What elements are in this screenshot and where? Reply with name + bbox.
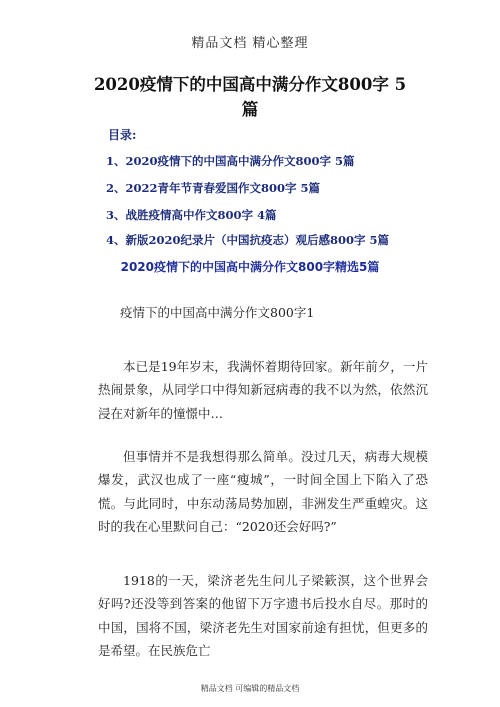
document-title-line-2: 篇 [241,100,259,119]
essay-paragraph: 但事情并不是我想得那么简单。没过几天，病毒大规模爆发，武汉也成了一座“瘦城”，一时间全国上下陷入了恐慌。与此同时，中东动荡局势加剧，非洲发生严重蝗灾。这时的我在心里默问自己：“2020还会好吗?” [98,448,428,534]
essay-paragraph: 本已是19年岁末，我满怀着期待回家。新年前夕，一片热闹景象，从同学口中得知新冠病毒的我不以为然，依然沉浸在对新年的憧憬中… [98,358,428,421]
section-title: 2020疫情下的中国高中满分作文800字精选5篇 [120,260,380,274]
document-title-line-1: 2020疫情下的中国高中满分作文800字 5 [93,75,407,94]
page-header: 精品文档 精心整理 [191,36,309,51]
toc-item[interactable]: 3、战胜疫情高中作文800字 4篇 [106,208,277,222]
page-footer: 精品文档 可编辑的精品文档 [200,684,300,693]
toc-item[interactable]: 2、2022青年节青春爱国作文800字 5篇 [106,181,321,195]
toc-heading: 目录: [108,128,137,142]
document-title [60,72,440,122]
toc-item[interactable]: 4、新版2020纪录片（中国抗疫志）观后感800字 5篇 [106,233,390,247]
essay-title: 疫情下的中国高中满分作文800字1 [120,305,315,320]
toc-item[interactable]: 1、2020疫情下的中国高中满分作文800字 5篇 [106,154,355,168]
essay-paragraph: 1918的一天，梁济老先生问儿子梁簌溟，这个世界会好吗?还没等到答案的他留下万字遗书后投水自尽。那时的中国，国将不国，梁济老先生对国家前途有担忧，但更多的是希望。在民族危亡 [98,572,428,658]
